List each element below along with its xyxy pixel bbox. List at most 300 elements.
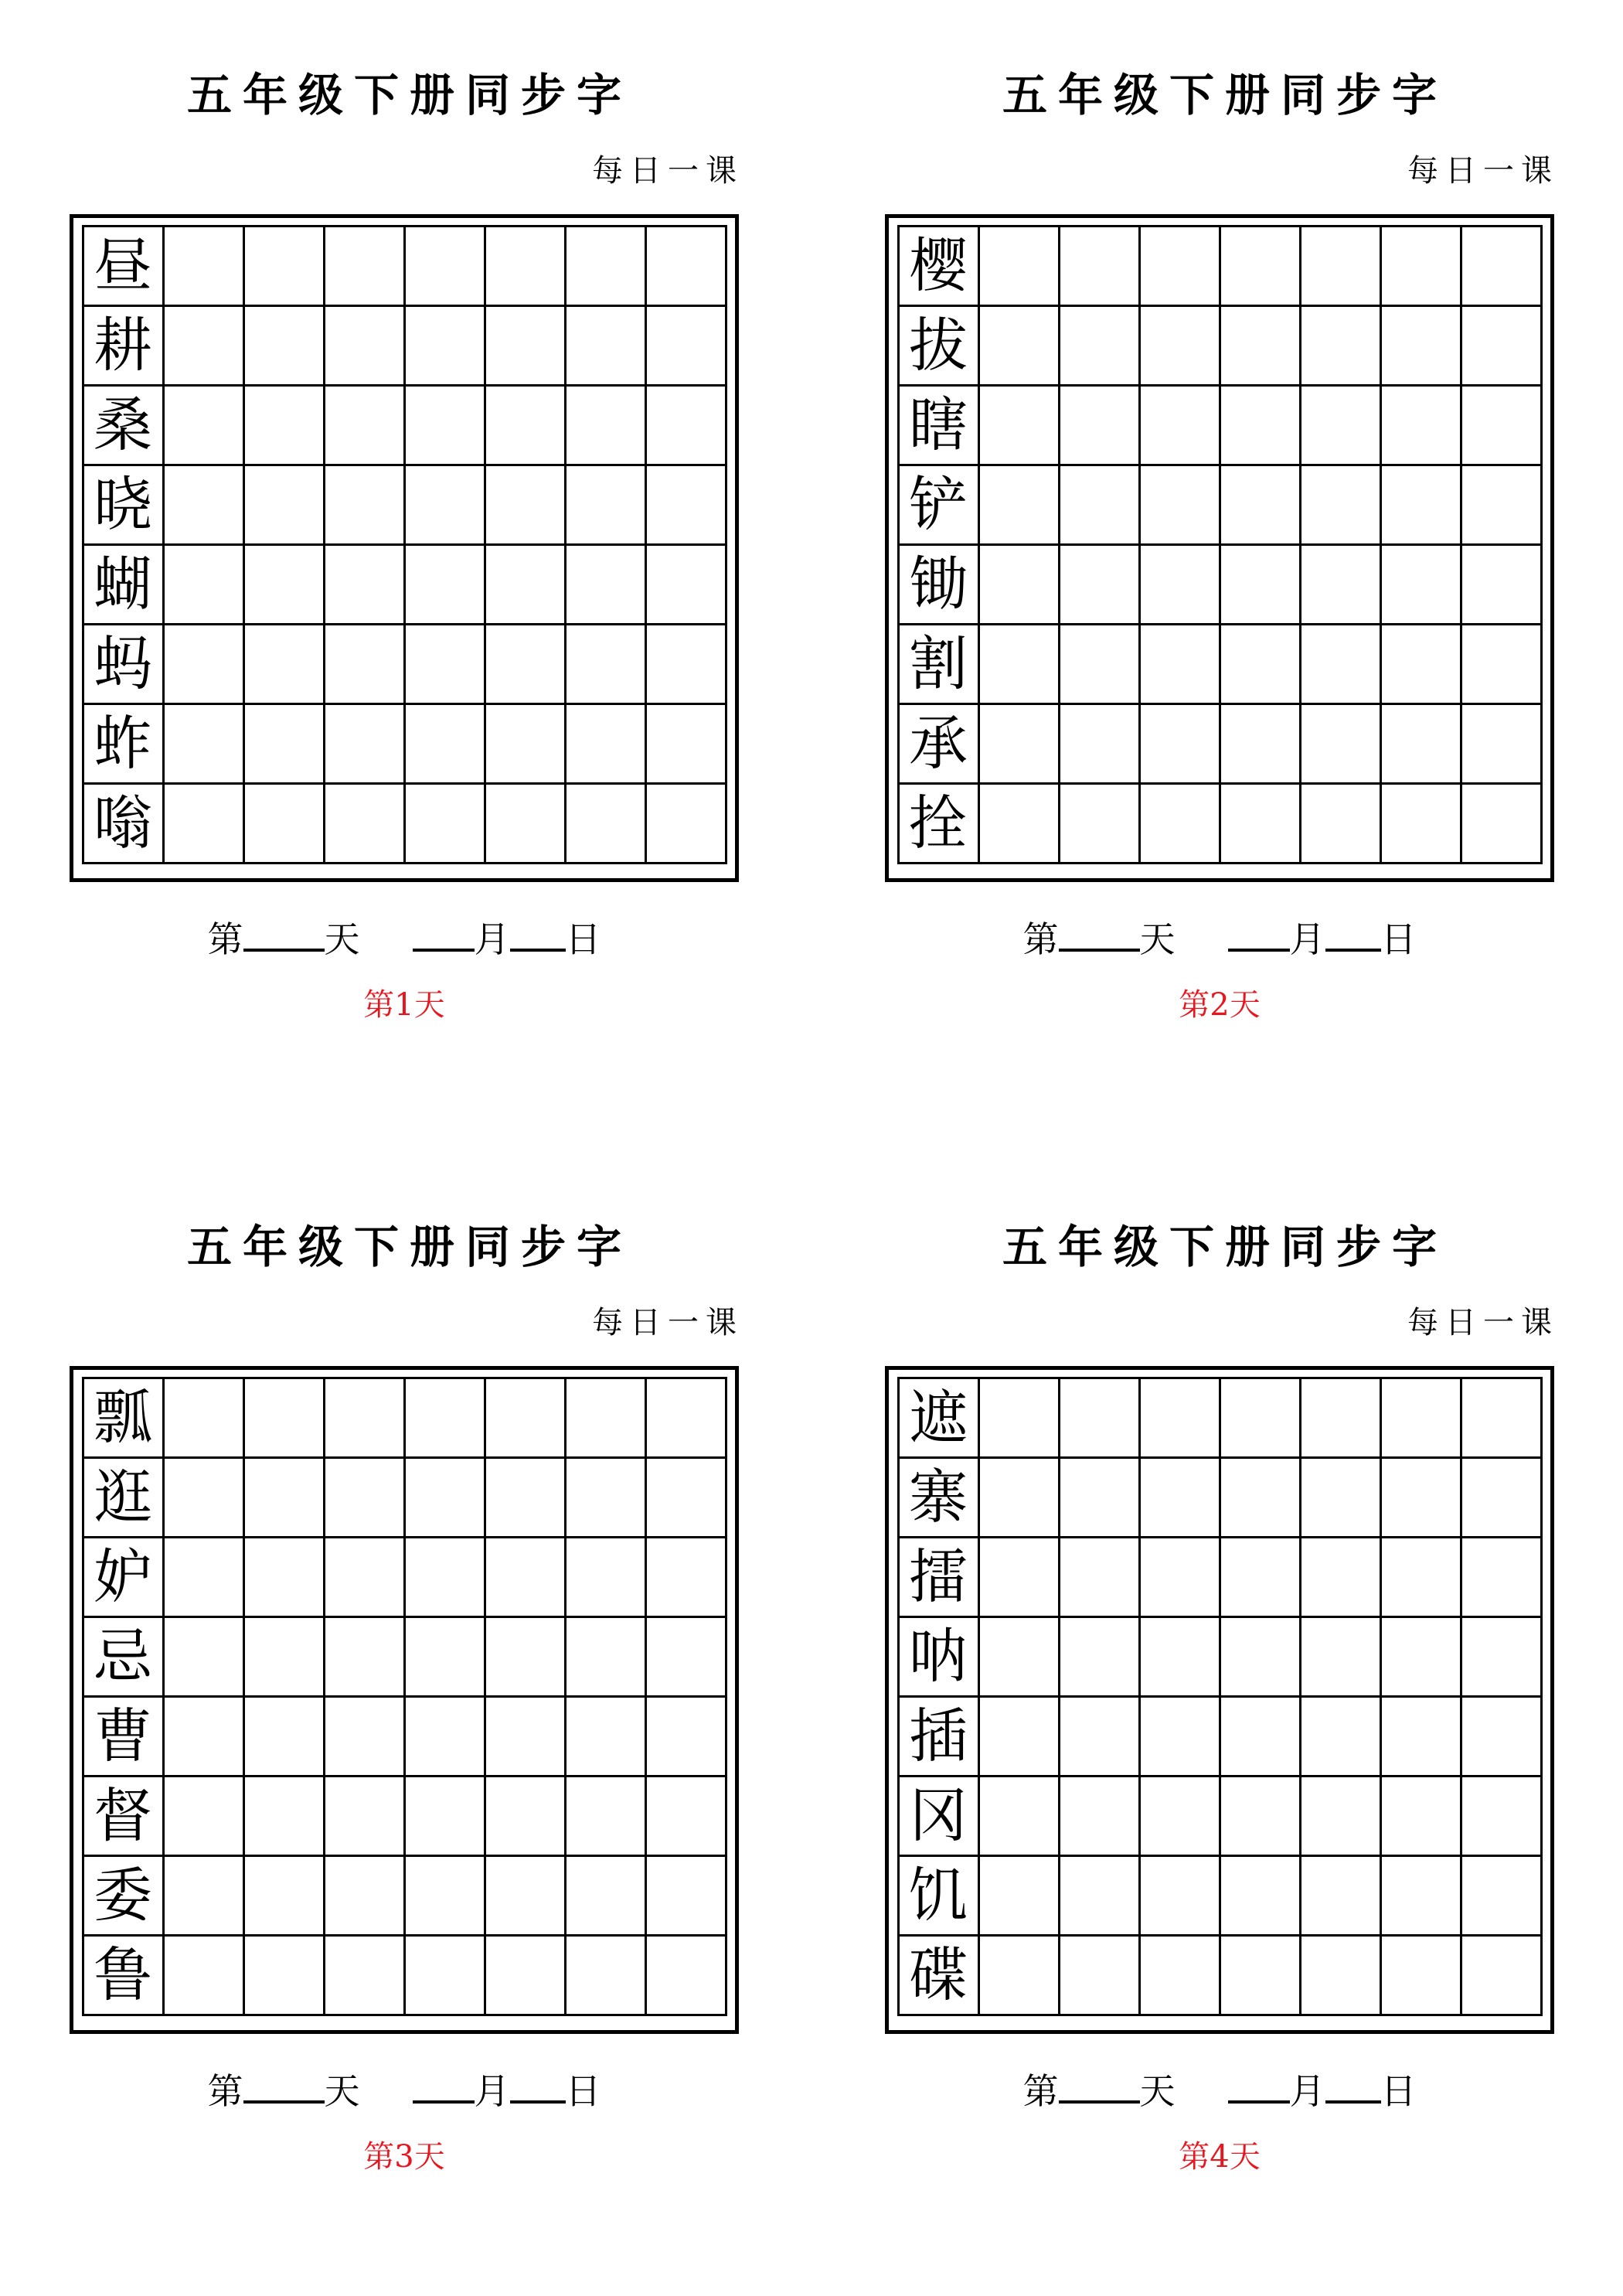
empty-practice-cell bbox=[163, 784, 243, 864]
empty-practice-cell bbox=[324, 1378, 404, 1458]
empty-practice-cell bbox=[565, 1856, 645, 1936]
empty-practice-cell bbox=[565, 1378, 645, 1458]
empty-practice-cell bbox=[1139, 465, 1220, 545]
empty-practice-cell bbox=[324, 465, 404, 545]
empty-practice-cell bbox=[978, 1936, 1059, 2015]
empty-practice-cell bbox=[243, 1856, 324, 1936]
empty-practice-cell bbox=[1300, 1378, 1380, 1458]
grid-row bbox=[898, 386, 1541, 465]
empty-practice-cell bbox=[1220, 1378, 1300, 1458]
empty-practice-cell bbox=[1139, 784, 1220, 864]
empty-practice-cell bbox=[1139, 386, 1220, 465]
empty-practice-cell bbox=[243, 386, 324, 465]
model-character-cell: 晓 bbox=[83, 465, 163, 545]
empty-practice-cell bbox=[978, 784, 1059, 864]
month-suffix: 月 bbox=[1289, 918, 1325, 960]
empty-practice-cell bbox=[404, 227, 485, 306]
empty-practice-cell bbox=[163, 1538, 243, 1617]
model-character-cell: 桑 bbox=[83, 386, 163, 465]
grid-row bbox=[898, 1538, 1541, 1617]
model-character-cell: 寨 bbox=[898, 1458, 978, 1538]
empty-practice-cell bbox=[1300, 1856, 1380, 1936]
empty-practice-cell bbox=[404, 784, 485, 864]
empty-practice-cell bbox=[1220, 784, 1300, 864]
empty-practice-cell bbox=[1059, 1936, 1139, 2015]
empty-practice-cell bbox=[1380, 1538, 1461, 1617]
empty-practice-cell bbox=[1059, 227, 1139, 306]
practice-grid bbox=[82, 225, 727, 864]
date-suffix: 日 bbox=[565, 2070, 601, 2112]
empty-practice-cell bbox=[645, 465, 726, 545]
empty-practice-cell bbox=[645, 1617, 726, 1697]
empty-practice-cell bbox=[1220, 306, 1300, 386]
grid-row bbox=[898, 704, 1541, 784]
empty-practice-cell bbox=[163, 386, 243, 465]
grid-row bbox=[898, 465, 1541, 545]
page-title: 五年级下册同步字 bbox=[186, 1221, 632, 1273]
empty-practice-cell bbox=[1220, 386, 1300, 465]
empty-practice-cell bbox=[243, 465, 324, 545]
practice-grid bbox=[82, 1377, 727, 2016]
empty-practice-cell bbox=[163, 306, 243, 386]
empty-practice-cell bbox=[1220, 1617, 1300, 1697]
empty-practice-cell bbox=[1300, 1936, 1380, 2015]
empty-practice-cell bbox=[645, 1458, 726, 1538]
model-character-cell: 瞎 bbox=[898, 386, 978, 465]
empty-practice-cell bbox=[1300, 545, 1380, 625]
grid-row bbox=[898, 1856, 1541, 1936]
grid-row bbox=[898, 625, 1541, 704]
empty-practice-cell bbox=[324, 1458, 404, 1538]
grid-row bbox=[83, 1617, 726, 1697]
empty-practice-cell bbox=[163, 1378, 243, 1458]
empty-practice-cell bbox=[1380, 227, 1461, 306]
empty-practice-cell bbox=[1059, 306, 1139, 386]
empty-practice-cell bbox=[1380, 1378, 1461, 1458]
grid-row bbox=[83, 784, 726, 864]
empty-practice-cell bbox=[485, 1617, 565, 1697]
empty-practice-cell bbox=[565, 1936, 645, 2015]
empty-practice-cell bbox=[1220, 1458, 1300, 1538]
model-character-cell: 碟 bbox=[898, 1936, 978, 2015]
month-suffix: 月 bbox=[474, 2070, 510, 2112]
page-title: 五年级下册同步字 bbox=[186, 69, 632, 121]
date-prefix: 第 bbox=[1022, 2070, 1059, 2112]
empty-practice-cell bbox=[1300, 1697, 1380, 1777]
day-suffix: 天 bbox=[1139, 2070, 1176, 2112]
empty-practice-cell bbox=[565, 1538, 645, 1617]
grid-row bbox=[83, 1856, 726, 1936]
empty-practice-cell bbox=[565, 1777, 645, 1856]
date-line bbox=[885, 918, 1554, 959]
empty-practice-cell bbox=[1300, 386, 1380, 465]
subtitle: 每日一课 bbox=[592, 153, 743, 189]
empty-practice-cell bbox=[1059, 1777, 1139, 1856]
empty-practice-cell bbox=[163, 465, 243, 545]
empty-practice-cell bbox=[565, 1617, 645, 1697]
empty-practice-cell bbox=[485, 1538, 565, 1617]
model-character-cell: 拔 bbox=[898, 306, 978, 386]
empty-practice-cell bbox=[404, 1617, 485, 1697]
empty-practice-cell bbox=[1461, 386, 1541, 465]
empty-practice-cell bbox=[565, 1697, 645, 1777]
empty-practice-cell bbox=[1461, 1936, 1541, 2015]
empty-practice-cell bbox=[1139, 1458, 1220, 1538]
empty-practice-cell bbox=[978, 1378, 1059, 1458]
empty-practice-cell bbox=[485, 1458, 565, 1538]
practice-grid-frame bbox=[885, 1366, 1554, 2034]
grid-row bbox=[83, 306, 726, 386]
empty-practice-cell bbox=[645, 625, 726, 704]
empty-practice-cell bbox=[1059, 465, 1139, 545]
empty-practice-cell bbox=[1139, 545, 1220, 625]
empty-practice-cell bbox=[645, 1697, 726, 1777]
empty-practice-cell bbox=[1139, 306, 1220, 386]
empty-practice-cell bbox=[243, 306, 324, 386]
empty-practice-cell bbox=[163, 1617, 243, 1697]
empty-practice-cell bbox=[1300, 625, 1380, 704]
empty-practice-cell bbox=[324, 306, 404, 386]
empty-practice-cell bbox=[485, 704, 565, 784]
empty-practice-cell bbox=[1059, 1697, 1139, 1777]
empty-practice-cell bbox=[485, 1856, 565, 1936]
day-number-blank bbox=[1059, 2069, 1140, 2104]
empty-practice-cell bbox=[645, 386, 726, 465]
empty-practice-cell bbox=[324, 784, 404, 864]
page-title: 五年级下册同步字 bbox=[1002, 1221, 1448, 1273]
empty-practice-cell bbox=[324, 1856, 404, 1936]
empty-practice-cell bbox=[1220, 1697, 1300, 1777]
grid-row bbox=[83, 227, 726, 306]
grid-row bbox=[898, 784, 1541, 864]
model-character-cell: 遮 bbox=[898, 1378, 978, 1458]
model-character-cell: 承 bbox=[898, 704, 978, 784]
empty-practice-cell bbox=[1220, 1856, 1300, 1936]
empty-practice-cell bbox=[404, 1777, 485, 1856]
date-line bbox=[885, 2069, 1554, 2111]
empty-practice-cell bbox=[404, 545, 485, 625]
model-character-cell: 饥 bbox=[898, 1856, 978, 1936]
empty-practice-cell bbox=[1300, 784, 1380, 864]
empty-practice-cell bbox=[1461, 465, 1541, 545]
empty-practice-cell bbox=[1059, 625, 1139, 704]
empty-practice-cell bbox=[1139, 625, 1220, 704]
grid-row bbox=[898, 1936, 1541, 2015]
empty-practice-cell bbox=[243, 625, 324, 704]
day-number-blank bbox=[1059, 918, 1140, 952]
day-suffix: 天 bbox=[1139, 918, 1176, 960]
empty-practice-cell bbox=[324, 1697, 404, 1777]
empty-practice-cell bbox=[163, 545, 243, 625]
model-character-cell: 曹 bbox=[83, 1697, 163, 1777]
model-character-cell: 委 bbox=[83, 1856, 163, 1936]
date-blank bbox=[1325, 918, 1381, 952]
model-character-cell: 瓢 bbox=[83, 1378, 163, 1458]
empty-practice-cell bbox=[565, 784, 645, 864]
empty-practice-cell bbox=[324, 704, 404, 784]
empty-practice-cell bbox=[163, 1458, 243, 1538]
day-label: 第3天 bbox=[363, 2139, 445, 2175]
empty-practice-cell bbox=[404, 306, 485, 386]
empty-practice-cell bbox=[565, 1458, 645, 1538]
empty-practice-cell bbox=[243, 1538, 324, 1617]
model-character-cell: 蝴 bbox=[83, 545, 163, 625]
empty-practice-cell bbox=[243, 1777, 324, 1856]
model-character-cell: 擂 bbox=[898, 1538, 978, 1617]
model-character-cell: 樱 bbox=[898, 227, 978, 306]
empty-practice-cell bbox=[1220, 704, 1300, 784]
empty-practice-cell bbox=[1139, 227, 1220, 306]
empty-practice-cell bbox=[485, 625, 565, 704]
empty-practice-cell bbox=[1300, 1777, 1380, 1856]
grid-row bbox=[898, 1458, 1541, 1538]
empty-practice-cell bbox=[978, 1777, 1059, 1856]
empty-practice-cell bbox=[1059, 545, 1139, 625]
empty-practice-cell bbox=[243, 1936, 324, 2015]
empty-practice-cell bbox=[485, 1936, 565, 2015]
model-character-cell: 督 bbox=[83, 1777, 163, 1856]
model-character-cell: 昼 bbox=[83, 227, 163, 306]
empty-practice-cell bbox=[1059, 704, 1139, 784]
empty-practice-cell bbox=[404, 1697, 485, 1777]
month-blank bbox=[1228, 918, 1290, 952]
empty-practice-cell bbox=[565, 545, 645, 625]
empty-practice-cell bbox=[1059, 386, 1139, 465]
empty-practice-cell bbox=[324, 1617, 404, 1697]
empty-practice-cell bbox=[485, 1378, 565, 1458]
subtitle: 每日一课 bbox=[592, 1305, 743, 1340]
empty-practice-cell bbox=[1461, 784, 1541, 864]
empty-practice-cell bbox=[978, 545, 1059, 625]
empty-practice-cell bbox=[163, 227, 243, 306]
grid-row bbox=[83, 386, 726, 465]
subtitle: 每日一课 bbox=[1407, 1305, 1559, 1340]
empty-practice-cell bbox=[645, 1936, 726, 2015]
empty-practice-cell bbox=[1380, 465, 1461, 545]
empty-practice-cell bbox=[1139, 1697, 1220, 1777]
empty-practice-cell bbox=[1461, 1777, 1541, 1856]
empty-practice-cell bbox=[1380, 386, 1461, 465]
empty-practice-cell bbox=[565, 704, 645, 784]
date-suffix: 日 bbox=[1380, 2070, 1417, 2112]
empty-practice-cell bbox=[645, 227, 726, 306]
empty-practice-cell bbox=[565, 227, 645, 306]
empty-practice-cell bbox=[163, 1936, 243, 2015]
empty-practice-cell bbox=[1059, 1856, 1139, 1936]
model-character-cell: 嗡 bbox=[83, 784, 163, 864]
model-character-cell: 蚱 bbox=[83, 704, 163, 784]
empty-practice-cell bbox=[163, 1856, 243, 1936]
empty-practice-cell bbox=[1059, 1378, 1139, 1458]
empty-practice-cell bbox=[1220, 1777, 1300, 1856]
practice-grid bbox=[897, 1377, 1543, 2016]
empty-practice-cell bbox=[978, 306, 1059, 386]
empty-practice-cell bbox=[485, 784, 565, 864]
grid-row bbox=[898, 306, 1541, 386]
empty-practice-cell bbox=[565, 625, 645, 704]
empty-practice-cell bbox=[1380, 1856, 1461, 1936]
model-character-cell: 插 bbox=[898, 1697, 978, 1777]
empty-practice-cell bbox=[1139, 1777, 1220, 1856]
empty-practice-cell bbox=[978, 1617, 1059, 1697]
empty-practice-cell bbox=[1220, 1936, 1300, 2015]
empty-practice-cell bbox=[1461, 1856, 1541, 1936]
date-line bbox=[70, 2069, 739, 2111]
grid-row bbox=[898, 1697, 1541, 1777]
empty-practice-cell bbox=[404, 704, 485, 784]
empty-practice-cell bbox=[1380, 1936, 1461, 2015]
empty-practice-cell bbox=[978, 227, 1059, 306]
empty-practice-cell bbox=[1300, 465, 1380, 545]
empty-practice-cell bbox=[1380, 545, 1461, 625]
empty-practice-cell bbox=[163, 704, 243, 784]
empty-practice-cell bbox=[978, 465, 1059, 545]
date-prefix: 第 bbox=[207, 2070, 243, 2112]
empty-practice-cell bbox=[1220, 227, 1300, 306]
empty-practice-cell bbox=[645, 1378, 726, 1458]
model-character-cell: 呐 bbox=[898, 1617, 978, 1697]
empty-practice-cell bbox=[404, 386, 485, 465]
empty-practice-cell bbox=[1380, 1697, 1461, 1777]
day-suffix: 天 bbox=[324, 2070, 360, 2112]
empty-practice-cell bbox=[243, 1378, 324, 1458]
empty-practice-cell bbox=[243, 1617, 324, 1697]
empty-practice-cell bbox=[404, 1538, 485, 1617]
empty-practice-cell bbox=[485, 1777, 565, 1856]
empty-practice-cell bbox=[1300, 306, 1380, 386]
empty-practice-cell bbox=[243, 1458, 324, 1538]
grid-row bbox=[83, 1378, 726, 1458]
month-blank bbox=[413, 2069, 475, 2104]
grid-row bbox=[898, 545, 1541, 625]
grid-row bbox=[83, 545, 726, 625]
empty-practice-cell bbox=[978, 1697, 1059, 1777]
model-character-cell: 拴 bbox=[898, 784, 978, 864]
empty-practice-cell bbox=[485, 227, 565, 306]
empty-practice-cell bbox=[1461, 704, 1541, 784]
grid-row bbox=[83, 1777, 726, 1856]
subtitle: 每日一课 bbox=[1407, 153, 1559, 189]
model-character-cell: 耕 bbox=[83, 306, 163, 386]
date-suffix: 日 bbox=[1380, 918, 1417, 960]
empty-practice-cell bbox=[645, 1777, 726, 1856]
day-suffix: 天 bbox=[324, 918, 360, 960]
empty-practice-cell bbox=[1380, 625, 1461, 704]
empty-practice-cell bbox=[1139, 704, 1220, 784]
empty-practice-cell bbox=[1300, 1458, 1380, 1538]
date-blank bbox=[510, 2069, 566, 2104]
practice-grid-frame bbox=[70, 214, 739, 882]
empty-practice-cell bbox=[324, 1777, 404, 1856]
date-line bbox=[70, 918, 739, 959]
empty-practice-cell bbox=[404, 1856, 485, 1936]
date-suffix: 日 bbox=[565, 918, 601, 960]
date-prefix: 第 bbox=[207, 918, 243, 960]
empty-practice-cell bbox=[1059, 1617, 1139, 1697]
empty-practice-cell bbox=[978, 1458, 1059, 1538]
empty-practice-cell bbox=[565, 306, 645, 386]
day-label: 第4天 bbox=[1179, 2139, 1261, 2175]
grid-row bbox=[83, 625, 726, 704]
month-suffix: 月 bbox=[474, 918, 510, 960]
empty-practice-cell bbox=[243, 1697, 324, 1777]
empty-practice-cell bbox=[1380, 1617, 1461, 1697]
empty-practice-cell bbox=[1139, 1538, 1220, 1617]
empty-practice-cell bbox=[1461, 1458, 1541, 1538]
month-blank bbox=[1228, 2069, 1290, 2104]
grid-row bbox=[83, 704, 726, 784]
empty-practice-cell bbox=[243, 227, 324, 306]
empty-practice-cell bbox=[485, 386, 565, 465]
empty-practice-cell bbox=[1139, 1936, 1220, 2015]
page-title: 五年级下册同步字 bbox=[1002, 69, 1448, 121]
empty-practice-cell bbox=[978, 625, 1059, 704]
day-number-blank bbox=[243, 918, 325, 952]
empty-practice-cell bbox=[485, 1697, 565, 1777]
worksheet-day-1 bbox=[70, 58, 743, 1055]
practice-grid bbox=[897, 225, 1543, 864]
empty-practice-cell bbox=[565, 386, 645, 465]
empty-practice-cell bbox=[978, 1538, 1059, 1617]
worksheet-day-3 bbox=[70, 1210, 743, 2207]
empty-practice-cell bbox=[565, 465, 645, 545]
empty-practice-cell bbox=[645, 1538, 726, 1617]
empty-practice-cell bbox=[485, 306, 565, 386]
empty-practice-cell bbox=[1300, 1617, 1380, 1697]
model-character-cell: 铲 bbox=[898, 465, 978, 545]
model-character-cell: 锄 bbox=[898, 545, 978, 625]
grid-row bbox=[83, 1538, 726, 1617]
empty-practice-cell bbox=[243, 784, 324, 864]
empty-practice-cell bbox=[1461, 1378, 1541, 1458]
empty-practice-cell bbox=[1461, 1538, 1541, 1617]
empty-practice-cell bbox=[1380, 704, 1461, 784]
empty-practice-cell bbox=[978, 704, 1059, 784]
model-character-cell: 蚂 bbox=[83, 625, 163, 704]
empty-practice-cell bbox=[645, 545, 726, 625]
grid-row bbox=[898, 1378, 1541, 1458]
empty-practice-cell bbox=[1139, 1856, 1220, 1936]
empty-practice-cell bbox=[978, 1856, 1059, 1936]
empty-practice-cell bbox=[1059, 784, 1139, 864]
model-character-cell: 逛 bbox=[83, 1458, 163, 1538]
empty-practice-cell bbox=[1220, 545, 1300, 625]
empty-practice-cell bbox=[404, 1378, 485, 1458]
empty-practice-cell bbox=[645, 784, 726, 864]
empty-practice-cell bbox=[1220, 625, 1300, 704]
grid-row bbox=[83, 1458, 726, 1538]
empty-practice-cell bbox=[404, 1458, 485, 1538]
empty-practice-cell bbox=[404, 625, 485, 704]
empty-practice-cell bbox=[1220, 465, 1300, 545]
date-blank bbox=[510, 918, 566, 952]
day-number-blank bbox=[243, 2069, 325, 2104]
empty-practice-cell bbox=[324, 625, 404, 704]
empty-practice-cell bbox=[1380, 1777, 1461, 1856]
date-blank bbox=[1325, 2069, 1381, 2104]
model-character-cell: 妒 bbox=[83, 1538, 163, 1617]
empty-practice-cell bbox=[1139, 1378, 1220, 1458]
grid-row bbox=[83, 465, 726, 545]
empty-practice-cell bbox=[404, 1936, 485, 2015]
empty-practice-cell bbox=[1300, 227, 1380, 306]
empty-practice-cell bbox=[1461, 625, 1541, 704]
empty-practice-cell bbox=[645, 306, 726, 386]
empty-practice-cell bbox=[1461, 545, 1541, 625]
empty-practice-cell bbox=[1461, 306, 1541, 386]
model-character-cell: 割 bbox=[898, 625, 978, 704]
grid-row bbox=[83, 1697, 726, 1777]
